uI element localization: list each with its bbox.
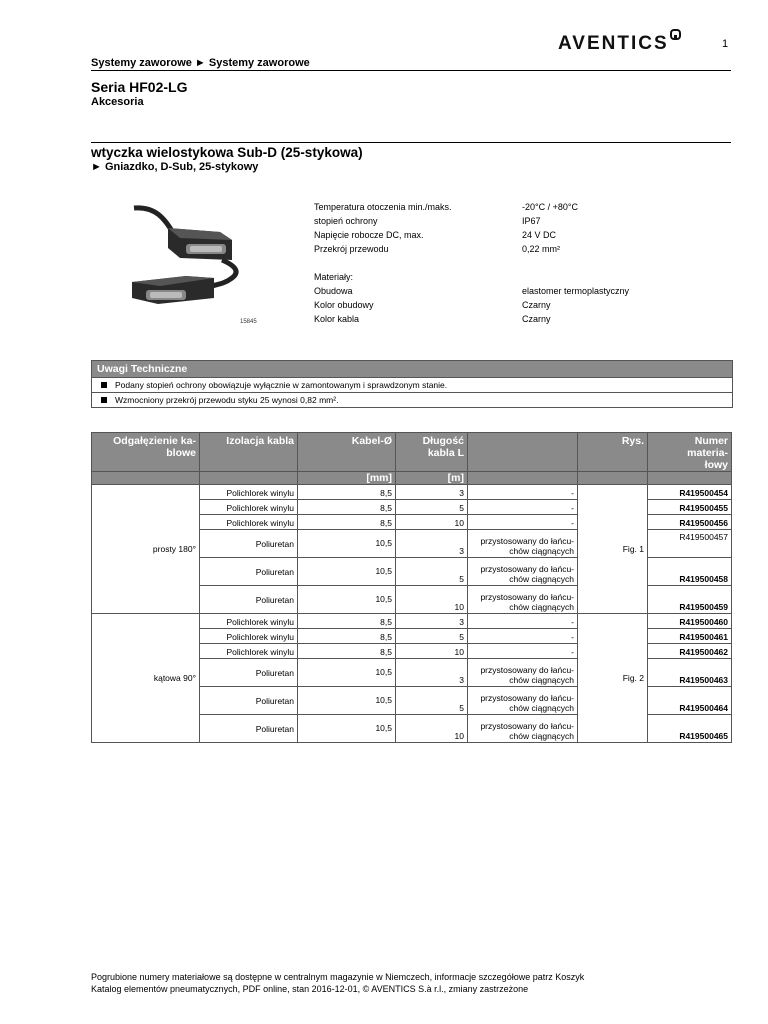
insulation-cell: Polichlorek winylu bbox=[200, 485, 298, 500]
spec-row bbox=[314, 312, 734, 326]
diameter-cell: 10,5 bbox=[298, 659, 396, 687]
table-row bbox=[92, 614, 732, 629]
material-number-cell: R419500461 bbox=[648, 629, 732, 644]
length-cell: 3 bbox=[396, 485, 468, 500]
breadcrumb: Systemy zaworowe ► Systemy zaworowe bbox=[91, 57, 310, 69]
notes-title: Uwagi Techniczne bbox=[92, 361, 732, 377]
diameter-cell: 8,5 bbox=[298, 515, 396, 530]
spec-label: Kolor obudowy bbox=[314, 300, 374, 310]
insulation-cell: Poliuretan bbox=[200, 558, 298, 586]
figure-cell: Fig. 1 bbox=[578, 485, 648, 614]
insulation-cell: Poliuretan bbox=[200, 715, 298, 743]
insulation-cell: Poliuretan bbox=[200, 659, 298, 687]
spec-label: Kolor kabla bbox=[314, 314, 360, 324]
column-header: Odgałęzienie ka- blowe bbox=[92, 433, 200, 472]
length-cell: 3 bbox=[396, 614, 468, 629]
image-code: 15845 bbox=[240, 319, 257, 325]
spec-value: Czarny bbox=[522, 314, 551, 324]
brand-mark-icon bbox=[671, 30, 680, 39]
figure-cell: Fig. 2 bbox=[578, 614, 648, 743]
note-cell: przystosowany do łańcu- chów ciągnących bbox=[468, 687, 578, 715]
spec-label: Temperatura otoczenia min./maks. bbox=[314, 202, 452, 212]
diameter-cell: 10,5 bbox=[298, 687, 396, 715]
note-cell: - bbox=[468, 500, 578, 515]
diameter-cell: 8,5 bbox=[298, 614, 396, 629]
diameter-cell: 10,5 bbox=[298, 530, 396, 558]
spec-label: Napięcie robocze DC, max. bbox=[314, 230, 424, 240]
note-cell: - bbox=[468, 614, 578, 629]
product-table bbox=[91, 432, 732, 743]
page-number: 1 bbox=[722, 38, 729, 50]
branch-type-cell: kątowa 90° bbox=[92, 614, 200, 743]
insulation-cell: Poliuretan bbox=[200, 530, 298, 558]
note-cell: przystosowany do łańcu- chów ciągnących bbox=[468, 558, 578, 586]
column-header: Rys. bbox=[578, 433, 648, 472]
column-unit bbox=[578, 472, 648, 485]
length-cell: 5 bbox=[396, 687, 468, 715]
column-header: Izolacja kabla bbox=[200, 433, 298, 472]
spec-value: IP67 bbox=[522, 216, 541, 226]
product-subtitle: ► Gniazdko, D-Sub, 25-stykowy bbox=[91, 161, 259, 173]
spec-row bbox=[314, 284, 734, 298]
spec-row bbox=[314, 298, 734, 312]
note-text: Podany stopień ochrony obowiązuje wyłącznie w zamontowanym i sprawdzonym stanie. bbox=[115, 380, 448, 390]
length-cell: 10 bbox=[396, 644, 468, 659]
series-subtitle: Akcesoria bbox=[91, 96, 144, 108]
material-number-cell: R419500457 bbox=[648, 530, 732, 558]
brand-text: AVENTICS bbox=[558, 33, 669, 54]
length-cell: 3 bbox=[396, 659, 468, 687]
material-number-cell: R419500462 bbox=[648, 644, 732, 659]
insulation-cell: Polichlorek winylu bbox=[200, 515, 298, 530]
length-cell: 10 bbox=[396, 515, 468, 530]
length-cell: 5 bbox=[396, 500, 468, 515]
spec-row bbox=[314, 214, 734, 228]
material-number-cell: R419500456 bbox=[648, 515, 732, 530]
spec-row bbox=[314, 270, 734, 284]
spec-value: elastomer termoplastyczny bbox=[522, 286, 630, 296]
diameter-cell: 8,5 bbox=[298, 629, 396, 644]
spec-value: -20°C / +80°C bbox=[522, 202, 578, 212]
spec-row bbox=[314, 228, 734, 242]
footer-line: Pogrubione numery materiałowe są dostępne w centralnym magazynie w Niemczech, informacje szczegółowe patrz Koszyk bbox=[91, 972, 585, 982]
note-cell: - bbox=[468, 644, 578, 659]
footer-line: Katalog elementów pneumatycznych, PDF online, stan 2016-12-01, © AVENTICS S.à r.l., zmiany zastrzeżone bbox=[91, 984, 529, 994]
diameter-cell: 10,5 bbox=[298, 558, 396, 586]
column-header bbox=[468, 433, 578, 472]
column-header: Kabel-Ø bbox=[298, 433, 396, 472]
divider bbox=[91, 142, 731, 143]
insulation-cell: Polichlorek winylu bbox=[200, 614, 298, 629]
spec-row bbox=[314, 200, 734, 214]
material-number-cell: R419500454 bbox=[648, 485, 732, 500]
note-cell: przystosowany do łańcu- chów ciągnących bbox=[468, 586, 578, 614]
insulation-cell: Polichlorek winylu bbox=[200, 500, 298, 515]
material-number-cell: R419500465 bbox=[648, 715, 732, 743]
footer bbox=[91, 971, 584, 995]
table-row bbox=[92, 485, 732, 500]
note-item bbox=[92, 392, 732, 407]
length-cell: 3 bbox=[396, 530, 468, 558]
bullet-icon bbox=[101, 382, 107, 388]
aventics-logo bbox=[558, 28, 698, 54]
column-header: Długość kabla L bbox=[396, 433, 468, 472]
column-unit bbox=[648, 472, 732, 485]
spec-value: 24 V DC bbox=[522, 230, 557, 240]
spec-label: Materiały: bbox=[314, 272, 354, 282]
note-cell: przystosowany do łańcu- chów ciągnących bbox=[468, 530, 578, 558]
spec-row bbox=[314, 242, 734, 256]
column-unit: [m] bbox=[396, 472, 468, 485]
length-cell: 10 bbox=[396, 715, 468, 743]
spec-value: Czarny bbox=[522, 300, 551, 310]
column-unit bbox=[92, 472, 200, 485]
diameter-cell: 10,5 bbox=[298, 586, 396, 614]
divider bbox=[91, 70, 731, 71]
technical-notes bbox=[91, 360, 733, 408]
note-cell: - bbox=[468, 629, 578, 644]
spec-label: Obudowa bbox=[314, 286, 353, 296]
material-number-cell: R419500464 bbox=[648, 687, 732, 715]
note-text: Wzmocniony przekrój przewodu styku 25 wynosi 0,82 mm². bbox=[115, 395, 339, 405]
spec-value: 0,22 mm² bbox=[522, 244, 561, 254]
column-unit: [mm] bbox=[298, 472, 396, 485]
column-unit bbox=[200, 472, 298, 485]
length-cell: 5 bbox=[396, 629, 468, 644]
product-image bbox=[128, 198, 246, 316]
column-header: Numer materia- łowy bbox=[648, 433, 732, 472]
note-cell: przystosowany do łańcu- chów ciągnących bbox=[468, 659, 578, 687]
spec-gap bbox=[314, 256, 734, 270]
insulation-cell: Polichlorek winylu bbox=[200, 644, 298, 659]
diameter-cell: 10,5 bbox=[298, 715, 396, 743]
material-number-cell: R419500463 bbox=[648, 659, 732, 687]
spec-list bbox=[314, 200, 734, 326]
insulation-cell: Poliuretan bbox=[200, 586, 298, 614]
bullet-icon bbox=[101, 397, 107, 403]
spec-label: Przekrój przewodu bbox=[314, 244, 389, 254]
material-number-cell: R419500460 bbox=[648, 614, 732, 629]
material-number-cell: R419500458 bbox=[648, 558, 732, 586]
note-item bbox=[92, 377, 732, 392]
material-number-cell: R419500459 bbox=[648, 586, 732, 614]
note-cell: - bbox=[468, 515, 578, 530]
diameter-cell: 8,5 bbox=[298, 485, 396, 500]
insulation-cell: Polichlorek winylu bbox=[200, 629, 298, 644]
spec-label: stopień ochrony bbox=[314, 216, 378, 226]
material-number-cell: R419500455 bbox=[648, 500, 732, 515]
note-cell: przystosowany do łańcu- chów ciągnących bbox=[468, 715, 578, 743]
series-title: Seria HF02-LG bbox=[91, 79, 188, 95]
diameter-cell: 8,5 bbox=[298, 644, 396, 659]
length-cell: 10 bbox=[396, 586, 468, 614]
insulation-cell: Poliuretan bbox=[200, 687, 298, 715]
note-cell: - bbox=[468, 485, 578, 500]
length-cell: 5 bbox=[396, 558, 468, 586]
diameter-cell: 8,5 bbox=[298, 500, 396, 515]
product-title: wtyczka wielostykowa Sub-D (25-stykowa) bbox=[91, 145, 363, 160]
branch-type-cell: prosty 180° bbox=[92, 485, 200, 614]
column-unit bbox=[468, 472, 578, 485]
